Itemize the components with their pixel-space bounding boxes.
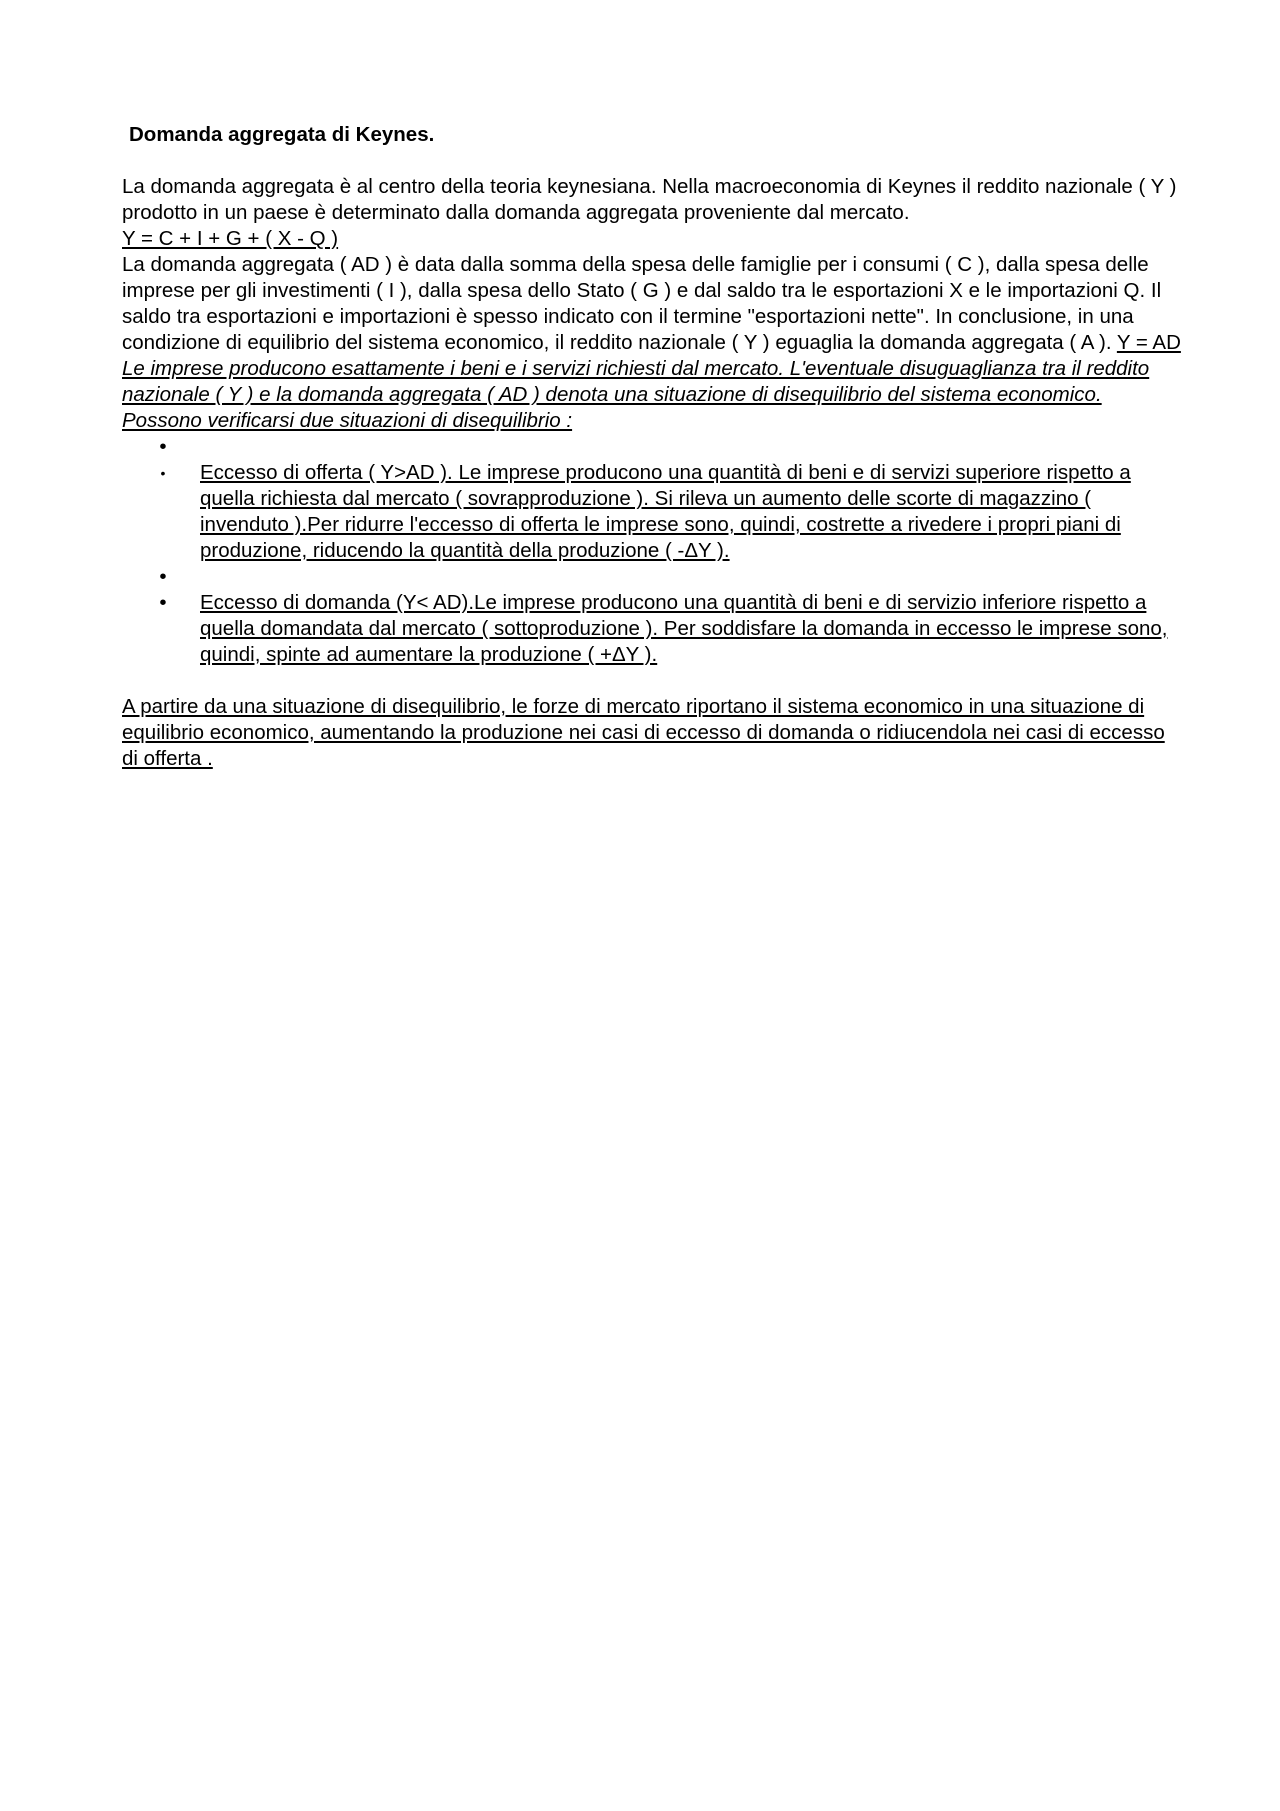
- blank-line: [122, 148, 1182, 174]
- bullet-marker: •: [159, 565, 167, 588]
- formula-text: Y = C + I + G + ( X - Q ): [122, 227, 339, 250]
- definition-text: La domanda aggregata ( AD ) è data dalla somma della spesa delle famiglie per i consumi ( C ), dalla spesa delle imprese per gli investimenti ( I ), dalla spesa dello Stato ( G ) e dal saldo tra le esportazioni X e le importazioni Q. Il saldo tra esportazioni e importazioni è spesso indicato con il termine "esportazioni nette". In conclusione, in una condizione di equilibrio del sistema economico, il reddito nazionale ( Y ) eguaglia la domanda aggregata ( A ).: [122, 253, 1162, 354]
- list-item: [159, 590, 1182, 668]
- bullet-marker: •: [159, 435, 167, 458]
- bullet-marker: •: [159, 591, 167, 614]
- blank-line: [122, 668, 1182, 694]
- document-body: [122, 122, 1182, 772]
- list-item: [159, 434, 1182, 460]
- bullet-marker: •: [160, 465, 166, 481]
- equilibrium-formula: Y = AD: [1116, 331, 1181, 354]
- definition-paragraph: [122, 252, 1182, 356]
- disequilibrium-intro: Le imprese producono esattamente i beni e i servizi richiesti dal mercato. L'eventuale disuguaglianza tra il reddito nazionale ( Y ) e la domanda aggregata ( AD ) denota una situazione di disequilibrio del sistema economico. Possono verificarsi due situazioni di disequilibrio :: [122, 357, 1150, 432]
- excess-demand-text: Eccesso di domanda (Y< AD).Le imprese producono una quantità di beni e di servizio inferiore rispetto a quella domandata dal mercato ( sottoproduzione ). Per soddisfare la domanda in eccesso le imprese sono, quindi, spinte ad aumentare la produzione ( +ΔY ).: [200, 591, 1168, 666]
- intro-paragraph: La domanda aggregata è al centro della teoria keynesiana. Nella macroeconomia di Keynes il reddito nazionale ( Y ) prodotto in un paese è determinato dalla domanda aggregata proveniente dal mercato.: [122, 175, 1177, 224]
- conclusion-paragraph: A partire da una situazione di disequilibrio, le forze di mercato riportano il sistema economico in una situazione di equilibrio economico, aumentando la produzione nei casi di eccesso di domanda o ridiucendola nei casi di eccesso di offerta .: [122, 695, 1165, 770]
- excess-supply-text: Eccesso di offerta ( Y>AD ). Le imprese producono una quantità di beni e di servizi superiore rispetto a quella richiesta dal mercato ( sovrapproduzione ). Si rileva un aumento delle scorte di magazzino ( invenduto ).Per ridurre l'eccesso di offerta le imprese sono, quindi, costrette a rivedere i propri piani di produzione, riducendo la quantità della produzione ( -ΔY ).: [200, 461, 1131, 562]
- disequilibrium-list: [122, 434, 1182, 668]
- list-item: [160, 460, 1182, 564]
- list-item: [159, 564, 1182, 590]
- aggregate-demand-formula: [122, 226, 1182, 252]
- document-title: Domanda aggregata di Keynes.: [129, 123, 435, 146]
